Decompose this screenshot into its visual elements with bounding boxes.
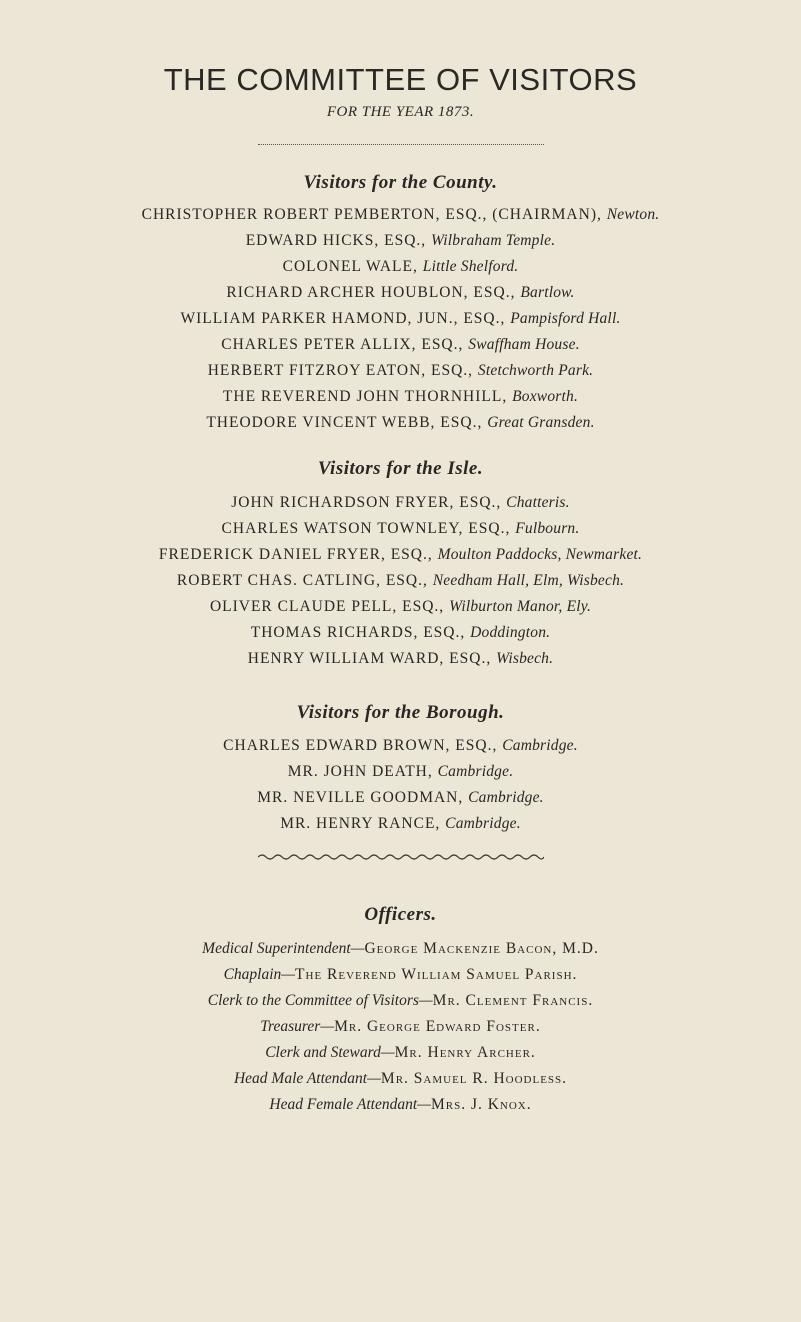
officer-entry: Medical Superintendent—George Mackenzie Bacon, M.D. bbox=[202, 940, 599, 957]
visitor-entry: CHARLES WATSON TOWNLEY, ESQ., Fulbourn. bbox=[221, 520, 580, 537]
visitor-entry: CHRISTOPHER ROBERT PEMBERTON, ESQ., (CHAIRMAN), Newton. bbox=[141, 206, 660, 223]
visitor-entry: THOMAS RICHARDS, ESQ., Doddington. bbox=[250, 624, 551, 641]
visitor-entry: FREDERICK DANIEL FRYER, ESQ., Moulton Paddocks, Newmarket. bbox=[158, 546, 643, 563]
visitor-entry: HENRY WILLIAM WARD, ESQ., Wisbech. bbox=[247, 650, 554, 667]
section-heading-borough: Visitors for the Borough. bbox=[296, 702, 505, 723]
visitor-entry: MR. JOHN DEATH, Cambridge. bbox=[287, 763, 514, 780]
section-heading-isle: Visitors for the Isle. bbox=[317, 458, 484, 479]
page-subtitle: FOR THE YEAR 1873. bbox=[326, 104, 475, 120]
officer-entry: Treasurer—Mr. George Edward Foster. bbox=[260, 1018, 541, 1035]
visitor-entry: EDWARD HICKS, ESQ., Wilbraham Temple. bbox=[245, 232, 556, 249]
officer-entry: Chaplain—The Reverend William Samuel Parish. bbox=[223, 966, 578, 983]
visitor-entry: HERBERT FITZROY EATON, ESQ., Stetchworth Park. bbox=[207, 362, 594, 379]
officer-entry: Head Female Attendant—Mrs. J. Knox. bbox=[269, 1096, 532, 1113]
visitor-entry: OLIVER CLAUDE PELL, ESQ., Wilburton Manor, Ely. bbox=[209, 598, 592, 615]
officer-entry: Head Male Attendant—Mr. Samuel R. Hoodless. bbox=[233, 1070, 568, 1087]
visitor-entry: THEODORE VINCENT WEBB, ESQ., Great Gransden. bbox=[206, 414, 595, 431]
visitor-entry: WILLIAM PARKER HAMOND, JUN., ESQ., Pampisford Hall. bbox=[180, 310, 621, 327]
visitor-entry: MR. NEVILLE GOODMAN, Cambridge. bbox=[257, 789, 544, 806]
section-heading-officers: Officers. bbox=[364, 904, 437, 925]
visitor-entry: MR. HENRY RANCE, Cambridge. bbox=[280, 815, 521, 832]
visitor-entry: ROBERT CHAS. CATLING, ESQ., Needham Hall, Elm, Wisbech. bbox=[176, 572, 625, 589]
visitor-entry: COLONEL WALE, Little Shelford. bbox=[282, 258, 519, 275]
visitor-entry: CHARLES EDWARD BROWN, ESQ., Cambridge. bbox=[223, 737, 578, 754]
page-title: THE COMMITTEE OF VISITORS bbox=[163, 62, 638, 97]
section-heading-county: Visitors for the County. bbox=[303, 172, 498, 193]
officer-entry: Clerk to the Committee of Visitors—Mr. Clement Francis. bbox=[207, 992, 594, 1009]
visitor-entry: RICHARD ARCHER HOUBLON, ESQ., Bartlow. bbox=[226, 284, 575, 301]
wavy-divider bbox=[258, 852, 544, 862]
visitor-entry: THE REVEREND JOHN THORNHILL, Boxworth. bbox=[222, 388, 579, 405]
visitor-entry: JOHN RICHARDSON FRYER, ESQ., Chatteris. bbox=[231, 494, 570, 511]
visitor-entry: CHARLES PETER ALLIX, ESQ., Swaffham House. bbox=[221, 336, 580, 353]
officer-entry: Clerk and Steward—Mr. Henry Archer. bbox=[265, 1044, 536, 1061]
top-divider bbox=[258, 144, 544, 145]
